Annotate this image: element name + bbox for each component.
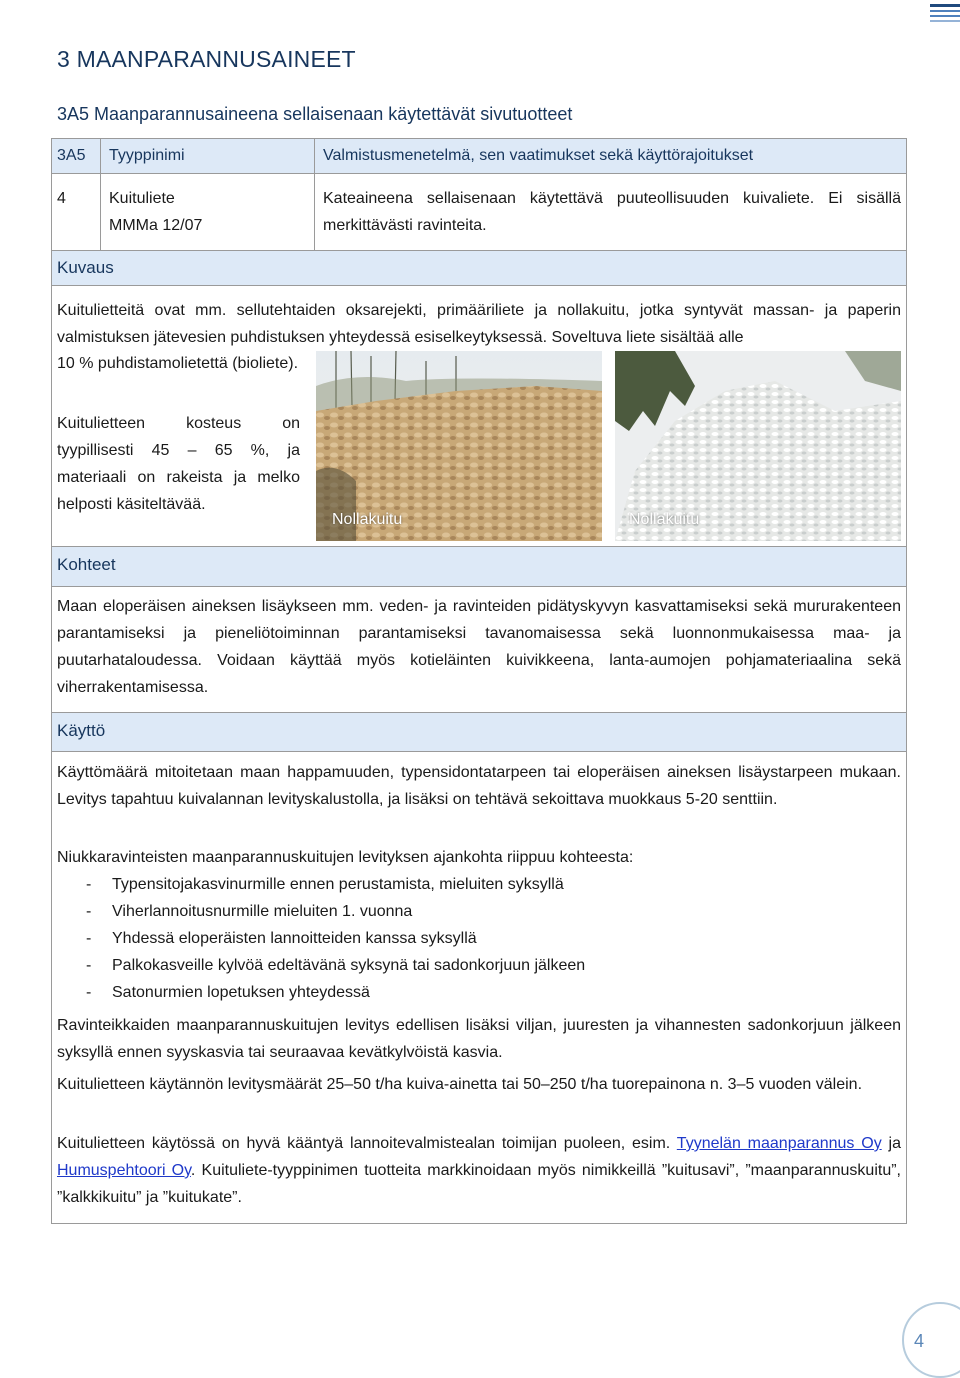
kaytto-title: Käyttö [57, 721, 106, 740]
type-name-line1: Kuituliete [109, 190, 175, 207]
kaytto-paragraph-5: Kuitulietteen käytössä on hyvä kääntyä lannoitevalmistealan toimijan puoleen, esim. Tyynelän maanparannus Oy ja Humuspehtoori Oy. Kuituliete-tyyppinimen tuotteita markkinoidaan myös nimikkeillä ”kuitusavi”, ”maanparannuskuitu”, ”kalkkikuitu” ja ”kuitukate”. [57, 1135, 901, 1206]
kaytto-band [52, 712, 906, 752]
tyynela-link[interactable]: Tyynelän maanparannus Oy [676, 1135, 882, 1152]
timing-list [57, 871, 585, 1006]
type-name [109, 185, 202, 239]
header-code: 3A5 [57, 147, 86, 164]
table-header-row [51, 138, 907, 174]
corner-decoration [930, 0, 960, 30]
section-heading: 3A5 Maanparannusaineena sellaisenaan käytettävät sivutuotteet [57, 104, 573, 124]
page-number-badge [902, 1302, 960, 1378]
table-row [51, 174, 907, 251]
header-type-name: Tyyppinimi [109, 147, 185, 164]
page-heading: 3 MAANPARANNUSAINEET [57, 46, 356, 72]
kaytto-paragraph-3: Ravinteikkaiden maanparannuskuitujen levitys edellisen lisäksi viljan, juuresten ja vihannesten sadonkorjuun jälkeen syksyllä ennen syyskasvia tai seuraavaa kevätkylvöistä kasvia. [57, 1017, 901, 1061]
kohteet-title: Kohteet [57, 555, 116, 574]
row-description: Kateaineena sellaisenaan käytettävä puuteollisuuden kuivaliete. Ei sisällä merkittävästi ravinteita. [323, 190, 901, 234]
kaytto-paragraph-1: Käyttömäärä mitoitetaan maan happamuuden, typensidontatarpeen tai eloperäisen aineksen lisäystarpeen mukaan. Levitys tapahtuu kuivalannan levityskalustolla, ja lisäksi on tehtävä sekoittava muokkaus 5-20 senttiin. [57, 764, 901, 808]
photo-1-caption: Nollakuitu [332, 511, 403, 528]
kaytto-paragraph-2: Niukkaravinteisten maanparannuskuitujen levityksen ajankohta riippuu kohteesta: [57, 849, 634, 866]
fiber-photo-1 [316, 351, 602, 541]
fiber-photo-2 [615, 351, 901, 541]
kuvaus-paragraph-1: Kuitulietteitä ovat mm. sellutehtaiden oksarejekti, primääriliete ja nollakuitu, jotka syntyvät massan- ja paperin valmistuksen jätevesien puhdistuksen yhteydessä esiselkeytyksessä. Soveltuva liete sisältää alle [57, 302, 901, 346]
header-method: Valmistusmenetelmä, sen vaatimukset sekä käyttörajoitukset [323, 147, 754, 164]
row-number: 4 [57, 190, 66, 207]
photo-2-caption: Nollakuitu [629, 511, 700, 528]
list-item: - Satonurmien lopetuksen yhteydessä [86, 984, 370, 1001]
list-item: - Yhdessä eloperäisten lannoitteiden kanssa syksyllä [86, 930, 477, 947]
list-item: - Viherlannoitusnurmille mieluiten 1. vuonna [86, 903, 413, 920]
type-name-line2: MMMa 12/07 [109, 217, 203, 234]
kuvaus-paragraph-1-cont: 10 % puhdistamolietettä (bioliete). [57, 355, 299, 372]
content-box [51, 251, 907, 1224]
list-item: - Typensitojakasvinurmille ennen perustamista, mieluiten syksyllä [86, 876, 564, 893]
list-item: - Palkokasveille kylvöä edeltävänä syksynä tai sadonkorjuun jälkeen [86, 957, 586, 974]
humuspehtoori-link[interactable]: Humuspehtoori Oy [57, 1162, 191, 1179]
kuvaus-band [52, 251, 906, 286]
kuvaus-title: Kuvaus [57, 258, 114, 277]
page-number: 4 [914, 1331, 925, 1351]
kaytto-paragraph-4: Kuitulietteen käytännön levitysmäärät 25–50 t/ha kuiva-ainetta tai 50–250 t/ha tuorepainona n. 3–5 vuoden välein. [57, 1076, 863, 1093]
kuvaus-paragraph-2: Kuitulietteen kosteus on tyypillisesti 45 – 65 %, ja materiaali on rakeista ja melko helposti käsiteltävää. [57, 415, 300, 513]
kohteet-band [52, 546, 906, 587]
kohteet-paragraph: Maan eloperäisen aineksen lisäykseen mm. veden- ja ravinteiden pidätyskyvyn kasvattamiseksi sekä mururakenteen parantamiseksi ja pieneliötoiminnan parantamiseksi tavanomaisessa sekä luonnonmukaisessa maa- ja puutarhataloudessa. Voidaan käyttää myös kotieläinten kuivikkeena, lanta-aumojen pohjamateriaalina sekä viherrakentamisessa. [57, 598, 901, 696]
